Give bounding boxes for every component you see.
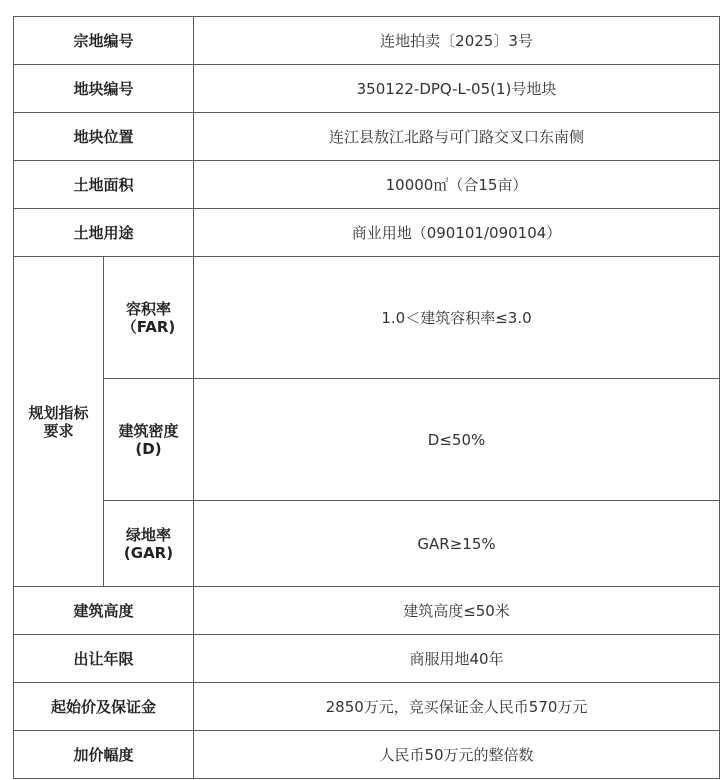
table-row bbox=[14, 257, 720, 379]
price-value: 2850万元，竞买保证金人民币570万元 bbox=[194, 683, 720, 731]
far-value: 1.0＜建筑容积率≤3.0 bbox=[194, 257, 720, 379]
table-row bbox=[14, 113, 720, 161]
table-row bbox=[14, 731, 720, 779]
area-label: 土地面积 bbox=[14, 161, 194, 209]
gar-label-text: 绿地率(GAR) bbox=[123, 525, 174, 562]
far-label bbox=[104, 257, 194, 379]
area-value: 10000㎡（合15亩） bbox=[194, 161, 720, 209]
price-label: 起始价及保证金 bbox=[14, 683, 194, 731]
land-auction-table bbox=[13, 16, 720, 779]
increment-value: 人民币50万元的整倍数 bbox=[194, 731, 720, 779]
table-row bbox=[14, 683, 720, 731]
parcel-group-no-value: 连地拍卖〔2025〕3号 bbox=[194, 17, 720, 65]
increment-label: 加价幅度 bbox=[14, 731, 194, 779]
location-label: 地块位置 bbox=[14, 113, 194, 161]
height-value: 建筑高度≤50米 bbox=[194, 587, 720, 635]
usage-value: 商业用地（090101/090104） bbox=[194, 209, 720, 257]
density-label bbox=[104, 379, 194, 501]
term-value: 商服用地40年 bbox=[194, 635, 720, 683]
table-row bbox=[14, 379, 720, 501]
table-row bbox=[14, 17, 720, 65]
plot-no-value: 350122-DPQ-L-05(1)号地块 bbox=[194, 65, 720, 113]
location-value: 连江县敖江北路与可门路交叉口东南侧 bbox=[194, 113, 720, 161]
height-label: 建筑高度 bbox=[14, 587, 194, 635]
density-value: D≤50% bbox=[194, 379, 720, 501]
table-row bbox=[14, 161, 720, 209]
table-row bbox=[14, 635, 720, 683]
table-row bbox=[14, 501, 720, 587]
plot-no-label: 地块编号 bbox=[14, 65, 194, 113]
density-label-text: 建筑密度(D) bbox=[118, 421, 179, 458]
planning-group-text: 规划指标要求 bbox=[28, 403, 89, 440]
far-label-text: 容积率（FAR) bbox=[121, 299, 176, 336]
usage-label: 土地用途 bbox=[14, 209, 194, 257]
table-row bbox=[14, 209, 720, 257]
parcel-group-no-label: 宗地编号 bbox=[14, 17, 194, 65]
table-row bbox=[14, 65, 720, 113]
gar-label bbox=[104, 501, 194, 587]
planning-group-label bbox=[14, 257, 104, 587]
term-label: 出让年限 bbox=[14, 635, 194, 683]
gar-value: GAR≥15% bbox=[194, 501, 720, 587]
table-row bbox=[14, 587, 720, 635]
